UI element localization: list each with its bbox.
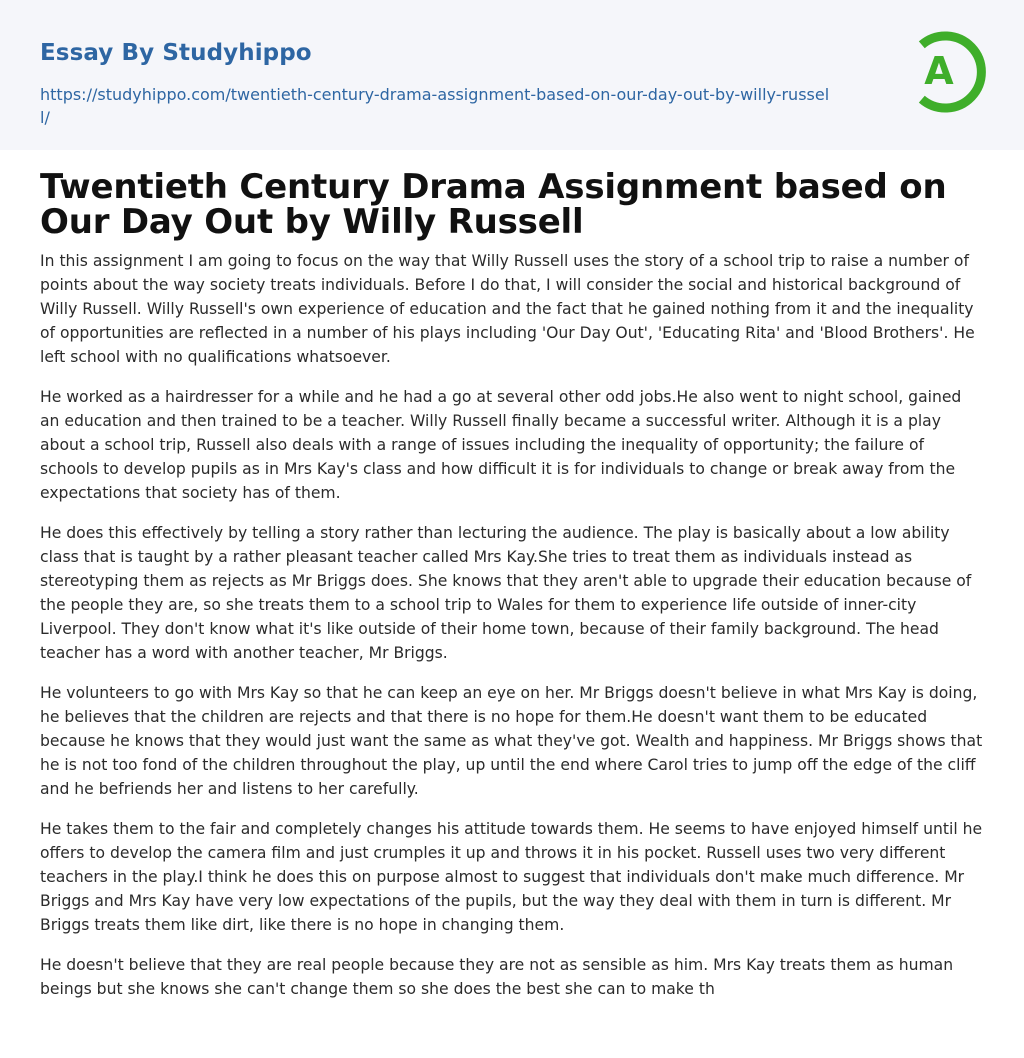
studyhippo-logo-icon[interactable] xyxy=(900,28,988,116)
article-title: Twentieth Century Drama Assignment based on Our Day Out by Willy Russell xyxy=(40,167,947,242)
site-brand[interactable]: Essay By Studyhippo xyxy=(40,40,312,66)
article-paragraph: In this assignment I am going to focus on the way that Willy Russell uses the story of a school trip to raise a number of points about the way society treats individuals. Before I do that, I will consider the social and historical background of Willy Russell. Willy Russell's own experience of education and the fact that he gained nothing from it and the inequality of opportunities are reflected in a number of his plays including 'Our Day Out', 'Educating Rita' and 'Blood Brothers'. He left school with no qualifications whatsoever. xyxy=(40,252,975,366)
article-paragraph: He doesn't believe that they are real people because they are not as sensible as him. Mrs Kay treats them as human beings but she knows she can't change them so she does the best she can to make th xyxy=(40,956,954,998)
source-url-link[interactable]: https://studyhippo.com/twentieth-century-drama-assignment-based-on-our-day-out-by-willy-russell/ xyxy=(40,85,830,127)
site-header xyxy=(0,0,1024,150)
logo-letter: A xyxy=(924,49,954,93)
article-paragraph: He does this effectively by telling a story rather than lecturing the audience. The play is basically about a low ability class that is taught by a rather pleasant teacher called Mrs Kay.She tries to treat them as individuals instead as stereotyping them as rejects as Mr Briggs does. She knows that they aren't able to upgrade their education because of the people they are, so she treats them to a school trip to Wales for them to experience life outside of inner-city Liverpool. They don't know what it's like outside of their home town, because of their family background. The head teacher has a word with another teacher, Mr Briggs. xyxy=(40,524,972,662)
article-paragraph: He takes them to the fair and completely changes his attitude towards them. He seems to have enjoyed himself until he offers to develop the camera film and just crumples it up and throws it in his pocket. Russell uses two very different teachers in the play.I think he does this on purpose almost to suggest that individuals don't make much difference. Mr Briggs and Mrs Kay have very low expectations of the pupils, but the way they deal with them in turn is different. Mr Briggs treats them like dirt, like there is no hope in changing them. xyxy=(40,820,983,934)
article-paragraph: He worked as a hairdresser for a while and he had a go at several other odd jobs.He also went to night school, gained an education and then trained to be a teacher. Willy Russell finally became a successful writer. Although it is a play about a school trip, Russell also deals with a range of issues including the inequality of opportunity; the failure of schools to develop pupils as in Mrs Kay's class and how difficult it is for individuals to change or break away from the expectations that society has of them. xyxy=(40,388,962,502)
article xyxy=(40,167,985,1001)
article-paragraph: He volunteers to go with Mrs Kay so that he can keep an eye on her. Mr Briggs doesn't believe in what Mrs Kay is doing, he believes that the children are rejects and that there is no hope for them.He doesn't want them to be educated because he knows that they would just want the same as what they've got. Wealth and happiness. Mr Briggs shows that he is not too fond of the children throughout the play, up until the end where Carol tries to jump off the edge of the cliff and he befriends her and listens to her carefully. xyxy=(40,684,983,798)
